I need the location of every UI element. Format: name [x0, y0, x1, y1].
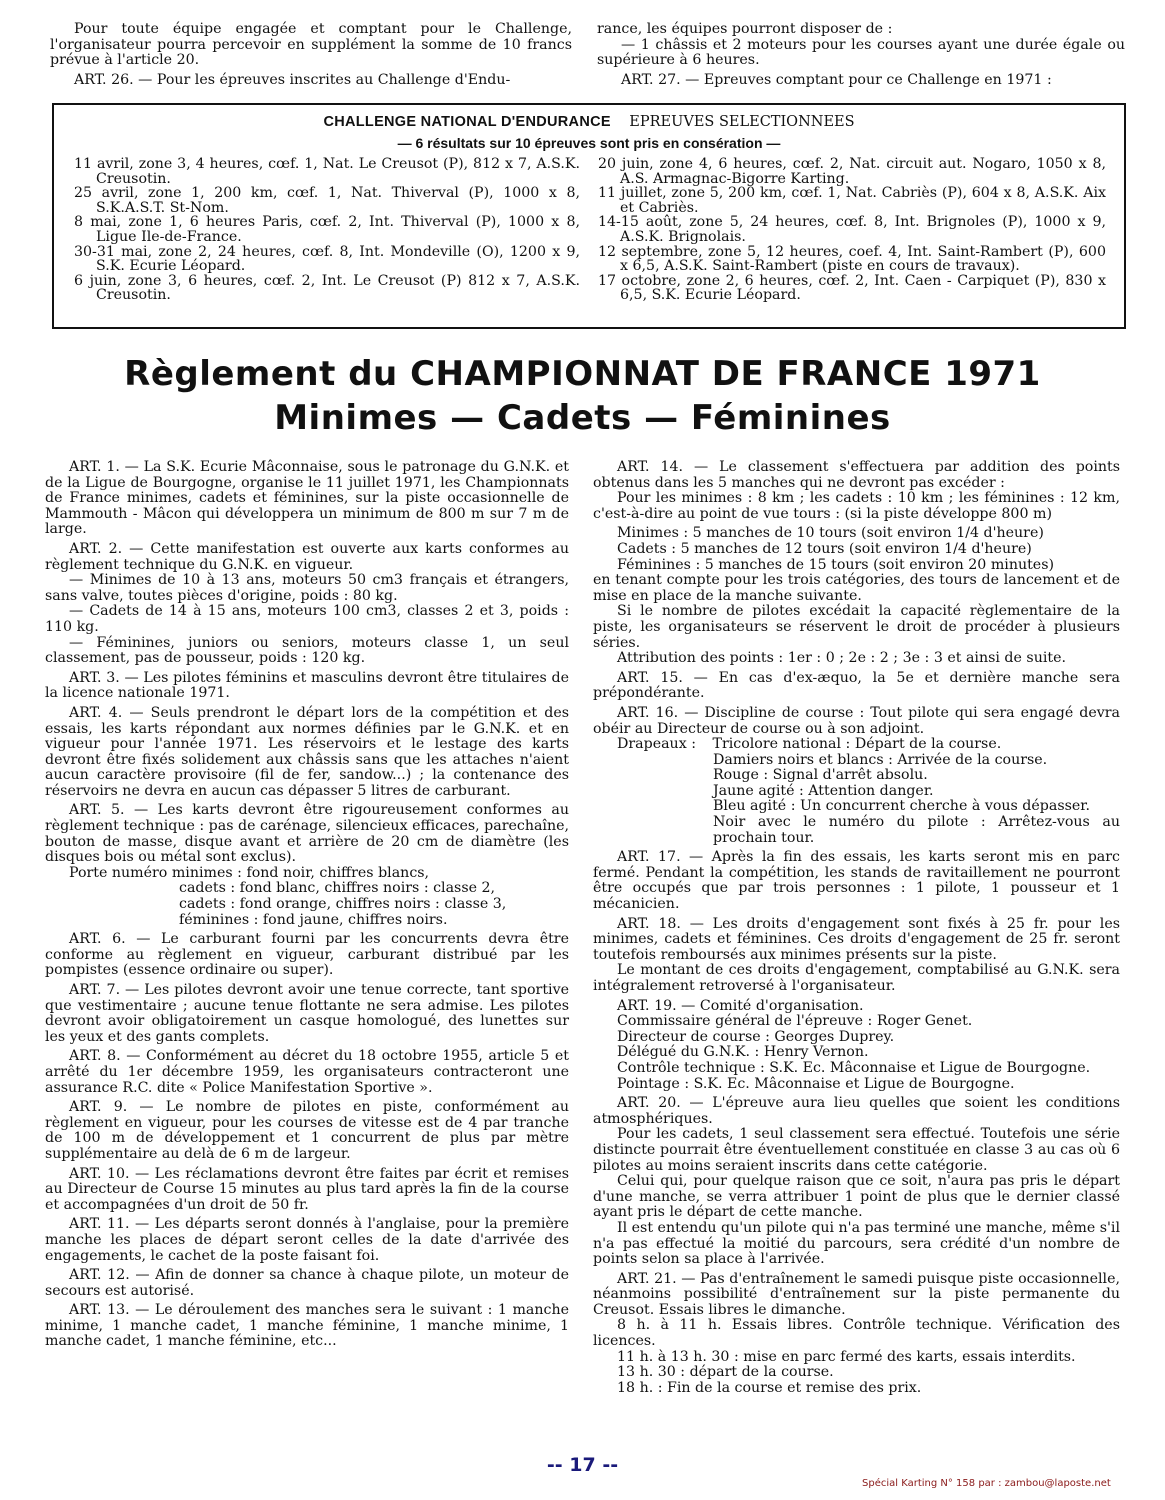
art-2-minimes: — Minimes de 10 à 13 ans, moteurs 50 cm3 français et étrangers, sans valve, toutes pièces d'origine, poids : 80 kg.	[45, 572, 569, 604]
art-11: ART. 11. — Les départs seront donnés à l'anglaise, pour la première manche les places de départ seront celles de la date d'arrivée des engagements, le cachet de la poste faisant foi.	[45, 1216, 569, 1264]
flag-line	[593, 737, 1120, 753]
art-4: ART. 4. — Seuls prendront le départ lors de la compétition et des essais, les karts répondant aux normes définies par le G.N.K. et en vigueur pour l'année 1971. Les réservoirs et le lestage des karts devront être fixés solidement aux châssis sans que les attaches n'aient aucun caractère provisoire (fil de fer, sandow...) ; la contenance des réservoirs ne devra en aucun cas dépasser 5 litres de carburant.	[45, 704, 569, 799]
art-19-controle: Contrôle technique : S.K. Ec. Mâconnaise et Ligue de Bourgogne.	[617, 1059, 1091, 1076]
art-14-laps-note: en tenant compte pour les trois catégories, des tours de lancement et de mise en place de la manche suivante.	[593, 572, 1120, 604]
art-15: ART. 15. — En cas d'ex-æquo, la 5e et dernière manche sera prépondérante.	[593, 669, 1120, 702]
box-title	[54, 114, 1124, 130]
flag-rouge: Rouge : Signal d'arrêt absolu.	[713, 767, 928, 784]
art-14: ART. 14. — Le classement s'effectuera par addition des points obtenus dans les 5 manches qui ne devront pas excéder :	[593, 459, 1120, 491]
number-plate-minimes: Porte numéro minimes : fond noir, chiffres blancs,	[69, 864, 430, 881]
event-item: 25 avril, zone 1, 200 km, cœf. 1, Nat. Thiverval (P), 1000 x 8, S.K.A.S.T. St-Nom.	[74, 185, 580, 216]
art-16: ART. 16. — Discipline de course : Tout pilote qui sera engagé devra obéir au Directeur de course ou à son adjoint.	[593, 704, 1120, 737]
event-item: 11 avril, zone 3, 4 heures, cœf. 1, Nat. Le Creusot (P), 812 x 7, A.S.K. Creusotin.	[74, 156, 580, 187]
art-26-chassis: — 1 châssis et 2 moteurs pour les courses ayant une durée égale ou supérieure à 6 heures.	[597, 36, 1125, 69]
right-column	[593, 460, 1120, 1396]
art-12: ART. 12. — Afin de donner sa chance à chaque pilote, un moteur de secours est autorisé.	[45, 1267, 569, 1299]
art-26-end: rance, les équipes pourront disposer de :	[597, 21, 893, 37]
box-title-bold: CHALLENGE NATIONAL D'ENDURANCE	[323, 114, 611, 130]
event-item: 11 juillet, zone 5, 200 km, cœf. 1, Nat. Cabriès (P), 604 x 8, A.S.K. Aix et Cabriès.	[598, 185, 1106, 216]
art-10: ART. 10. — Les réclamations devront être faites par écrit et remises au Directeur de Course 15 minutes au plus tard après la fin de la course et accompagnées d'un droit de 50 fr.	[45, 1165, 569, 1213]
art-20-absence: Celui qui, pour quelque raison que ce soit, n'aura pas pris le départ d'une manche, se verra attribuer 1 point de plus que le dernier classé ayant pris le départ de cette manche.	[593, 1173, 1120, 1221]
art-3: ART. 3. — Les pilotes féminins et masculins devront être titulaires de la licence nationale 1971.	[45, 669, 569, 702]
art-19: ART. 19. — Comité d'organisation.	[617, 997, 864, 1014]
art-5: ART. 5. — Les karts devront être rigoureusement conformes au règlement technique : pas de carénage, silencieux efficaces, parechaîne, bouton de masse, disque avant et arrière de 20 cm de diamètre (les disques bois ou métal sont exclus).	[45, 802, 569, 866]
art-2-cadets: — Cadets de 14 à 15 ans, moteurs 100 cm3, classes 2 et 3, poids : 110 kg.	[45, 603, 569, 635]
event-item: 14-15 août, zone 5, 24 heures, cœf. 8, Int. Brignoles (P), 1000 x 9, A.S.K. Brignolais.	[598, 214, 1106, 245]
title-line-2: Minimes — Cadets — Féminines	[274, 398, 891, 438]
number-plate-feminines: féminines : fond jaune, chiffres noirs.	[179, 911, 448, 928]
box-left-list	[74, 157, 580, 303]
art-20-cadets: Pour les cadets, 1 seul classement sera effectué. Toutefois une série distincte pourrait être éventuellement constituée en classe 3 au cas où 6 pilotes au moins seraient inscrits dans cette catégorie.	[593, 1126, 1120, 1174]
art-21-essais: 8 h. à 11 h. Essais libres. Contrôle technique. Vérification des licences.	[593, 1317, 1120, 1350]
flags-label: Drapeaux :	[617, 736, 696, 753]
flag-bleu: Bleu agité : Un concurrent cherche à vous dépasser.	[713, 798, 1091, 815]
art-7: ART. 7. — Les pilotes devront avoir une tenue correcte, tant sportive que vestimentaire ; aucune tenue flottante ne sera admise. Les pilotes devront avoir obligatoirement un casque homologué, des lunettes sur les yeux et des gants complets.	[45, 982, 569, 1045]
flag-tricolore: Tricolore national : Départ de la course.	[712, 736, 1002, 753]
art-2: ART. 2. — Cette manifestation est ouverte aux karts conformes au règlement technique du G.N.K. en vigueur.	[45, 540, 569, 573]
art-14-cadets: Cadets : 5 manches de 12 tours (soit environ 1/4 d'heure)	[617, 540, 1032, 557]
top-left-column	[50, 22, 572, 92]
art-2-feminines: — Féminines, juniors ou seniors, moteurs classe 1, un seul classement, pas de pousseur, poids : 120 kg.	[45, 634, 569, 667]
art-21-depart: 13 h. 30 : départ de la course.	[617, 1364, 834, 1381]
art-19-directeur: Directeur de course : Georges Duprey.	[617, 1028, 895, 1045]
box-right-list	[598, 157, 1106, 303]
art-18: ART. 18. — Les droits d'engagement sont fixés à 25 fr. pour les minimes, cadets et féminines. Ces droits d'engagement de 25 fr. seront toutefois remboursés aux minimes présents sur la piste.	[593, 915, 1120, 963]
event-item: 30-31 mai, zone 2, 24 heures, cœf. 8, Int. Mondeville (O), 1200 x 9, S.K. Ecurie Léopard.	[74, 243, 580, 275]
art-20: ART. 20. — L'épreuve aura lieu quelles que soient les conditions atmosphériques.	[593, 1095, 1120, 1127]
event-item: 8 mai, zone 1, 6 heures Paris, cœf. 2, Int. Thiverval (P), 1000 x 8, Ligue Ile-de-France.	[74, 214, 580, 245]
art-1: ART. 1. — La S.K. Ecurie Mâconnaise, sous le patronage du G.N.K. et de la Ligue de Bourgogne, organise le 11 juillet 1971, les Championnats de France minimes, cadets et féminines, sur la piste occasionnelle de Mammouth - Mâcon qui développera un minimum de 800 m sur 7 m de large.	[45, 459, 569, 538]
art-9: ART. 9. — Le nombre de pilotes en piste, conformément au règlement en vigueur, pour les courses de vitesse est de 4 par tranche de 100 m de développement et 1 concurrent de plus par mètre supplémentaire au delà de 6 m de largeur.	[45, 1099, 569, 1162]
art-19-commissaire: Commissaire général de l'épreuve : Roger Genet.	[617, 1013, 973, 1030]
art-21: ART. 21. — Pas d'entraînement le samedi puisque piste occasionnelle, néanmoins possibilité d'entraînement sur la piste permanente du Creusot. Essais libres le dimanche.	[593, 1270, 1120, 1318]
art-8: ART. 8. — Conformément au décret du 18 octobre 1955, article 5 et arrêté du 1er décembre 1959, les organisateurs contracteront une assurance R.C. dite « Police Manifestation Sportive ».	[45, 1048, 569, 1096]
page-number: -- 17 --	[546, 1454, 619, 1476]
endurance-challenge-box	[52, 103, 1126, 329]
left-column	[45, 460, 569, 1354]
box-title-rest: EPREUVES SELECTIONNEES	[629, 114, 855, 130]
art-13: ART. 13. — Le déroulement des manches sera le suivant : 1 manche minime, 1 manche cadet, 1 manche féminine, 1 manche minime, 1 manche cadet, 1 manche féminine, etc...	[45, 1302, 569, 1350]
art-21-parc: 11 h. à 13 h. 30 : mise en parc fermé des karts, essais interdits.	[617, 1348, 1076, 1365]
footer-credit: Spécial Karting N° 158 par : zambou@laposte.net	[862, 1478, 1111, 1489]
art-19-delegue: Délégué du G.N.K. : Henry Vernon.	[617, 1044, 869, 1061]
art-14-points: Attribution des points : 1er : 0 ; 2e : 2 ; 3e : 3 et ainsi de suite.	[617, 650, 1066, 667]
art-27: ART. 27. — Epreuves comptant pour ce Challenge en 1971 :	[621, 71, 1052, 88]
event-item: 12 septembre, zone 5, 12 heures, coef. 4, Int. Saint-Rambert (P), 600 x 6,5, A.S.K. Saint-Rambert (piste en cours de travaux).	[598, 243, 1106, 275]
number-plate-cadets-3: cadets : fond orange, chiffres noirs : classe 3,	[179, 896, 507, 913]
flag-damiers: Damiers noirs et blancs : Arrivée de la course.	[713, 751, 1048, 768]
challenge-fee-paragraph: Pour toute équipe engagée et comptant pour le Challenge, l'organisateur pourra percevoir en supplément la somme de 10 francs prévue à l'article 20.	[50, 21, 572, 69]
event-item: 17 octobre, zone 2, 6 heures, cœf. 2, Int. Caen - Carpiquet (P), 830 x 6,5, S.K. Ecurie Léopard.	[598, 272, 1106, 304]
art-14-feminines: Féminines : 5 manches de 15 tours (soit environ 20 minutes)	[617, 556, 1055, 573]
art-14-minimes: Minimes : 5 manches de 10 tours (soit environ 1/4 d'heure)	[617, 525, 1044, 542]
title-line-1: Règlement du CHAMPIONNAT DE FRANCE 1971	[124, 354, 1041, 394]
flags-list	[593, 737, 1120, 846]
art-14-distances: Pour les minimes : 8 km ; les cadets : 10 km ; les féminines : 12 km, c'est-à-dire au point de vue tours : (si la piste développe 800 m)	[593, 490, 1120, 522]
event-item: 6 juin, zone 3, 6 heures, cœf. 2, Int. Le Creusot (P) 812 x 7, A.S.K. Creusotin.	[74, 272, 580, 304]
art-21-fin: 18 h. : Fin de la course et remise des prix.	[617, 1379, 922, 1396]
art-26-start: ART. 26. — Pour les épreuves inscrites au Challenge d'Endu-	[74, 71, 511, 88]
box-subtitle: — 6 résultats sur 10 épreuves sont pris en consération —	[397, 135, 781, 151]
art-6: ART. 6. — Le carburant fourni par les concurrents devra être conforme au règlement en vigueur, carburant distribué par les pompistes (essence ordinaire ou super).	[45, 931, 569, 979]
number-plate-cadets-2: cadets : fond blanc, chiffres noirs : classe 2,	[179, 880, 496, 897]
art-17: ART. 17. — Après la fin des essais, les karts seront mis en parc fermé. Pendant la compétition, les stands de ravitaillement ne pourront être occupés que par trois personnes : 1 pilote, 1 pousseur et 1 mécanicien.	[593, 849, 1120, 913]
flag-noir: Noir avec le numéro du pilote : Arrêtez-vous au prochain tour.	[713, 814, 1120, 846]
art-19-pointage: Pointage : S.K. Ec. Mâconnaise et Ligue de Bourgogne.	[617, 1075, 1015, 1092]
art-14-series: Si le nombre de pilotes excédait la capacité règlementaire de la piste, les organisateurs se réservent le droit de procéder à plusieurs séries.	[593, 603, 1120, 651]
art-20-abandon: Il est entendu qu'un pilote qui n'a pas terminé une manche, même s'il n'a pas effectué la moitié du parcours, sera crédité d'un nombre de points selon sa place à l'arrivée.	[593, 1219, 1120, 1268]
top-right-column	[597, 22, 1125, 92]
event-item: 20 juin, zone 4, 6 heures, cœf. 2, Nat. circuit aut. Nogaro, 1050 x 8, A.S. Armagnac-Bigorre Karting.	[598, 156, 1106, 187]
page-title	[0, 352, 1165, 440]
art-18-montant: Le montant de ces droits d'engagement, comptabilisé au G.N.K. sera intégralement retroversé à l'organisateur.	[593, 962, 1120, 994]
flag-jaune: Jaune agité : Attention danger.	[713, 782, 934, 799]
